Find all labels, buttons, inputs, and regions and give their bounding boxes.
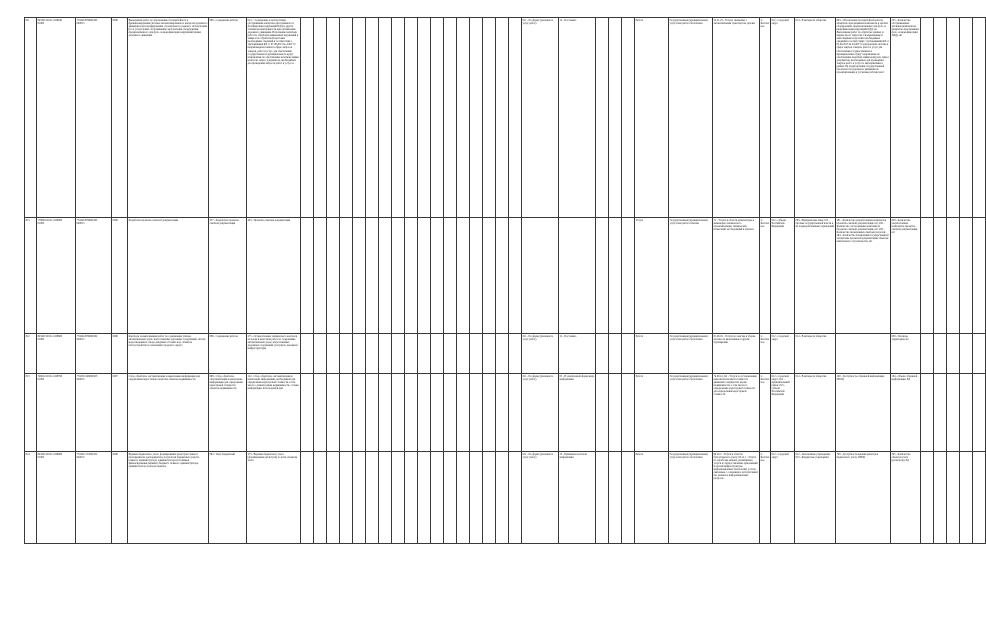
cell-text: 813 xyxy=(25,218,30,222)
table-cell[interactable] xyxy=(470,452,483,544)
table-cell[interactable] xyxy=(366,374,379,452)
table-cell[interactable] xyxy=(947,334,960,374)
cell-text: 7780001.Р.45.1.028060 01000 xyxy=(37,218,63,225)
table-cell[interactable] xyxy=(960,334,973,374)
table-cell[interactable] xyxy=(25,334,37,374)
table-cell[interactable] xyxy=(418,334,431,374)
table-cell[interactable] xyxy=(960,218,973,334)
table-cell[interactable] xyxy=(37,452,76,544)
table-cell[interactable] xyxy=(247,452,301,544)
cell-text: 064 - Тыла бюджетный xyxy=(209,452,235,456)
cell-text: 683 - Обеспечение бесперебойной работы аппаратно-программных комплексов и прочих оборудования, предназначенных для фото- и видеофиксации нарушений ПДД, на Выполнение работ по обработке данных и выдаче их по запросам. Своевременные и качественные подготовка необходимых сведений в соответствии с требованиями ФЗ от 05.04.2013 № 44-ФЗ "О контрактной системе в сфере закупок товаров, работ и услуг для обеспечения государственных и муниципальных нужд" направление по обеспечению печатной заявки контроля, запрос документов, необходимых для проведения закупок работ и услуг по мероприятиям в рамках Пр подразделения государственной безопасности дорожного движения по проектированию и установке рабочих мест xyxy=(836,18,890,75)
table-cell[interactable] xyxy=(353,18,366,218)
table-cell[interactable] xyxy=(559,18,596,218)
table-cell[interactable] xyxy=(392,452,405,544)
table-cell[interactable] xyxy=(128,374,209,452)
cell-text: 012 - городской округ xyxy=(771,452,789,459)
table-cell[interactable] xyxy=(112,374,128,452)
table-cell[interactable] xyxy=(795,218,836,334)
table-cell[interactable] xyxy=(314,18,327,218)
table-cell[interactable] xyxy=(25,374,37,452)
table-cell[interactable] xyxy=(760,218,771,334)
table-cell[interactable] xyxy=(25,18,37,218)
table-cell[interactable] xyxy=(444,374,457,452)
table-cell[interactable] xyxy=(112,18,128,218)
table-cell[interactable] xyxy=(379,218,392,334)
table-cell[interactable] xyxy=(509,452,522,544)
table-cell[interactable] xyxy=(457,218,470,334)
cell-text: 2 - Бесплатное xyxy=(760,334,770,344)
table-cell[interactable] xyxy=(496,18,509,218)
cell-text: 281 - Количество разработанных комплектов проектно-сметной документации, шт; 282 - Количество согласованных комплектов проектно-сметной документации, шт; 283 - Количество проверенных сметных расчетов; 284 - Количество заключений государственной экспертизы проектной документации объектов капитального строительства, шт xyxy=(836,218,889,244)
table-cell[interactable] xyxy=(609,218,622,334)
table-cell[interactable] xyxy=(635,218,669,334)
table-cell[interactable] xyxy=(891,334,921,374)
table-cell[interactable] xyxy=(405,18,418,218)
cell-text: 2 - Бесплатное xyxy=(760,218,770,228)
table-cell[interactable] xyxy=(771,218,795,334)
cell-text: 03 - В электронной форме виде информации xyxy=(559,374,595,381)
table-cell[interactable] xyxy=(76,18,112,218)
table-cell[interactable] xyxy=(405,334,418,374)
cell-text: 814 xyxy=(25,452,30,456)
cell-text: 0286 xyxy=(112,452,118,456)
cell-text: Работа xyxy=(635,18,644,22)
cell-text: 373 - Ведение бюджетного учета (формирование регистров) по всем объектам учета xyxy=(247,452,298,462)
table-cell[interactable] xyxy=(379,374,392,452)
table-cell[interactable] xyxy=(596,18,609,218)
table-cell[interactable] xyxy=(76,452,112,544)
table-cell[interactable] xyxy=(973,374,986,452)
cell-text: 628 - Количество разработанных комплектов проектно-сметной документации, шт xyxy=(891,218,918,234)
table-cell[interactable] xyxy=(934,374,947,452)
table-cell[interactable] xyxy=(596,334,609,374)
table-cell[interactable] xyxy=(37,18,76,218)
table-cell[interactable] xyxy=(891,452,921,544)
table-cell[interactable] xyxy=(444,18,457,218)
table-cell[interactable] xyxy=(379,18,392,218)
table-cell[interactable] xyxy=(596,452,609,544)
table-cell[interactable] xyxy=(76,218,112,334)
table-cell[interactable] xyxy=(522,334,559,374)
table-cell[interactable] xyxy=(112,334,128,374)
table-cell[interactable] xyxy=(669,18,713,218)
table-cell[interactable] xyxy=(37,334,76,374)
table-cell[interactable] xyxy=(713,374,760,452)
table-cell[interactable] xyxy=(209,452,247,544)
table-cell[interactable] xyxy=(392,18,405,218)
cell-text: 7702412036000102 040015 xyxy=(76,334,98,341)
cell-text: Работа xyxy=(635,374,644,378)
table-cell[interactable] xyxy=(934,218,947,334)
cell-text: Контроль за выполнением работ по содержанию улично-автомобильных дорог, искусственных дорожных сооружений, систем водоотведения и отвода дождевых сточных вод, объектов благоустройства и озеленения городского округа xyxy=(128,334,206,347)
cell-text: 638 - Площадь территории, м2 xyxy=(891,334,909,341)
cell-text: Работа xyxy=(635,334,644,338)
table-cell[interactable] xyxy=(112,452,128,544)
cell-text: 012 - субъект Российской Федерации xyxy=(771,218,787,228)
table-cell[interactable] xyxy=(314,334,327,374)
table-cell[interactable] xyxy=(301,18,314,218)
table-cell[interactable] xyxy=(340,374,353,452)
table-cell[interactable] xyxy=(622,374,635,452)
table-cell[interactable] xyxy=(973,452,986,544)
table-cell[interactable] xyxy=(470,18,483,218)
cell-text: Государственная (муниципальная) услуга или работа бесплатная xyxy=(669,334,708,341)
cell-text: 81.29.19 - Услуги по очистке и уборке прочие, не включенные в другие группировки xyxy=(713,334,756,344)
cell-text: 012 - городской округ xyxy=(771,334,789,341)
table-cell[interactable] xyxy=(947,452,960,544)
cell-text: 098 - Сбор, обработка, систематизация и накопление информации для определения кадастровой стоимости объектов недвижимости xyxy=(209,374,243,390)
table-cell[interactable] xyxy=(760,374,771,452)
table-cell[interactable] xyxy=(635,18,669,218)
table-cell[interactable] xyxy=(771,18,795,218)
table-cell[interactable] xyxy=(795,18,836,218)
cell-text: 555 - Количество обслуживаемых датчиков (комплексов, аппаратно-программных фото- и видеофиксации ПДД), шт xyxy=(891,18,919,38)
cell-text: Государственная (муниципальная) услуга или работа бесплатная xyxy=(669,374,708,381)
table-cell[interactable] xyxy=(327,218,340,334)
table-cell[interactable] xyxy=(366,218,379,334)
table-cell[interactable] xyxy=(622,334,635,374)
table-cell[interactable] xyxy=(301,218,314,334)
table-cell[interactable] xyxy=(635,334,669,374)
cell-text: 811 xyxy=(25,18,30,22)
table-cell[interactable] xyxy=(327,18,340,218)
cell-text: 23 - Бумажные носители информации xyxy=(559,452,587,459)
cell-text: 2 - Бесплатное xyxy=(760,374,770,384)
cell-text: 8452013.Р.45.1.028660 01000 xyxy=(37,334,63,341)
table-row xyxy=(25,334,986,374)
table-cell[interactable] xyxy=(669,452,713,544)
cell-text: 0287 xyxy=(112,374,118,378)
cell-text: 0286 xyxy=(112,334,118,338)
table-cell[interactable] xyxy=(760,452,771,544)
table-cell[interactable] xyxy=(960,374,973,452)
cell-text: 403 - Проектно-сметная документация xyxy=(247,218,291,222)
cell-text: 194 - Объем собранной информации, ЕД xyxy=(891,374,918,381)
table-cell[interactable] xyxy=(483,334,496,374)
table-cell[interactable] xyxy=(112,218,128,334)
table-cell[interactable] xyxy=(609,18,622,218)
table-cell[interactable] xyxy=(960,18,973,218)
table-cell[interactable] xyxy=(128,334,209,374)
table-cell[interactable] xyxy=(340,452,353,544)
table-cell[interactable] xyxy=(934,452,947,544)
cell-text: 798 - Доступность ведения регистров бюджетного учета, ПРОЦ xyxy=(836,452,879,459)
table-cell[interactable] xyxy=(392,218,405,334)
cell-text: 325 - Количество объектов учета (регистров), ЕД xyxy=(891,452,911,462)
table-cell[interactable] xyxy=(353,374,366,452)
table-cell[interactable] xyxy=(379,452,392,544)
cell-text: 089 - Содержание работы xyxy=(209,334,238,338)
table-cell[interactable] xyxy=(431,452,444,544)
services-registry-table xyxy=(24,17,986,544)
table-cell[interactable] xyxy=(622,218,635,334)
table-cell[interactable] xyxy=(960,452,973,544)
table-cell[interactable] xyxy=(457,18,470,218)
table-cell[interactable] xyxy=(209,334,247,374)
table-cell[interactable] xyxy=(891,374,921,452)
table-cell[interactable] xyxy=(669,334,713,374)
table-cell[interactable] xyxy=(314,452,327,544)
table-cell[interactable] xyxy=(483,218,496,334)
table-cell[interactable] xyxy=(379,334,392,374)
cell-text: 74.90.12.122 - Услуги по установлению рыночной или иной стоимости движимого имущества, кроме недвижимости, а том числе по определению кадастровой стоимости для определения кадастровой стоимости xyxy=(713,374,757,397)
table-cell[interactable] xyxy=(25,452,37,544)
table-cell[interactable] xyxy=(509,334,522,374)
cell-text: 71 - Услуги в области архитектуры и инженерно-технического проектирования, технических испытаний, исследований и анализа xyxy=(713,218,755,231)
table-cell[interactable] xyxy=(405,452,418,544)
table-cell[interactable] xyxy=(559,374,596,452)
table-cell[interactable] xyxy=(366,334,379,374)
table-row xyxy=(25,374,986,452)
table-cell[interactable] xyxy=(353,334,366,374)
table-cell[interactable] xyxy=(431,218,444,334)
table-cell[interactable] xyxy=(713,18,760,218)
table-row xyxy=(25,452,986,544)
table-cell[interactable] xyxy=(209,18,247,218)
cell-text: 7702412036000102 040015 xyxy=(76,18,98,25)
table-cell[interactable] xyxy=(596,218,609,334)
table-cell[interactable] xyxy=(921,334,934,374)
cell-text: 057 - Разработка проектно-сметной документации xyxy=(209,218,240,225)
table-cell[interactable] xyxy=(392,374,405,452)
table-cell[interactable] xyxy=(522,452,559,544)
table-cell[interactable] xyxy=(713,452,760,544)
table-cell[interactable] xyxy=(635,374,669,452)
table-cell[interactable] xyxy=(247,374,301,452)
table-cell[interactable] xyxy=(522,374,559,452)
cell-text: Государственная (муниципальная) услуга или работа бесплатная xyxy=(669,452,708,459)
spreadsheet-sheet xyxy=(24,17,919,544)
table-cell[interactable] xyxy=(496,334,509,374)
table-cell[interactable] xyxy=(76,374,112,452)
table-cell[interactable] xyxy=(609,334,622,374)
table-cell[interactable] xyxy=(836,374,891,452)
table-cell[interactable] xyxy=(314,218,327,334)
table-cell[interactable] xyxy=(713,218,760,334)
table-cell[interactable] xyxy=(209,374,247,452)
cell-text: 014 - "Содержание и эксплуатация обслуживание аппаратно-программного и фотофиксации нарушений ПДД и других элементов неисправности при организации дорожного движения. Исполнение печатных работ по обработке выявленных нарушений в заявке и по обработке Подготовка необходимых сведений и соответствия с требованиями ФЗ от 07.08.2013 № 4-ФЗ "О неправомерной записи в сфере запросов товаров, работ и услуг, для обеспечения государственного муниципального нужд" направление по обеспечению печатной заявки контроля, запрос документов, необходимых для проведения запросов работ и услуг по xyxy=(247,18,299,65)
cell-text: 8452013.Р.45.1.028960 01000 xyxy=(37,452,63,459)
table-cell[interactable] xyxy=(37,218,76,334)
table-cell[interactable] xyxy=(609,452,622,544)
table-cell[interactable] xyxy=(340,334,353,374)
table-cell[interactable] xyxy=(457,452,470,544)
table-cell[interactable] xyxy=(392,334,405,374)
cell-text: 011 - По форме (указанного услуг работ) xyxy=(522,374,554,381)
cell-text: 012 - городской округ xyxy=(771,18,789,25)
cell-text: 275 - Осуществление технического контроля за ходом и качеством работ по содержанию автомобильных дорог, искусственных дорожных сооружений, тротуаров, дорожной инфраструктуры xyxy=(247,334,298,350)
cell-text: 7702511226000103 040015 xyxy=(76,374,98,381)
table-cell[interactable] xyxy=(37,374,76,452)
cell-text: 7702412036000102 040015 xyxy=(76,218,98,225)
cell-text: Выполнение работ по обеспечению бесперебойного и функционирования системы автоматизированного контроля дорожного движения и фотографирования, строительного, ремонта, эксплуатации (в т.ч.) подготовки, обслуживанию эксплуатации оборудования, предназначенного для фото- и видеофиксации нарушений правил дорожного движения xyxy=(128,18,208,38)
table-cell[interactable] xyxy=(327,374,340,452)
table-row xyxy=(25,218,986,334)
cell-text: 014 - В интересах общества xyxy=(795,374,827,378)
table-cell[interactable] xyxy=(470,334,483,374)
cell-text: Работа xyxy=(635,452,644,456)
table-cell[interactable] xyxy=(836,18,891,218)
cell-text: Ведение бюджетного учета, формирование регистров главного распорядителя, распорядителя, получателя бюджетных средств, главного администратора, администратора источников финансирования дефицита бюджета, главного администратора, администратора доходов бюджета xyxy=(128,452,200,468)
table-cell[interactable] xyxy=(483,374,496,452)
cell-text: 8452013.Р.45.1.028640 01000 xyxy=(37,18,63,25)
cell-text: 014 - В интересах общества xyxy=(795,334,827,338)
cell-text: 7702411715000102 040012 xyxy=(76,452,98,459)
cell-text: 190 - Доступность собранной информации, ПРОЦ xyxy=(836,374,885,381)
table-cell[interactable] xyxy=(947,218,960,334)
table-cell[interactable] xyxy=(509,218,522,334)
table-cell[interactable] xyxy=(25,218,37,334)
table-cell[interactable] xyxy=(431,334,444,374)
cell-text: 011 - По форме (указанного услуг работ) xyxy=(522,18,554,25)
table-cell[interactable] xyxy=(366,452,379,544)
table-cell[interactable] xyxy=(973,18,986,218)
table-cell[interactable] xyxy=(470,374,483,452)
table-cell[interactable] xyxy=(947,18,960,218)
table-cell[interactable] xyxy=(405,218,418,334)
cell-text: 69.20.2 - Услуги в области бухгалтерского учета; 63.11.1 - Услуги по обработке данных, размещению, услуги по предоставлению приложений и прочей инфраструктуры информационных технологий; услуги, связанные с созданием и эксплуатацией баз данных и информационных ресурсов xyxy=(713,452,758,481)
table-cell[interactable] xyxy=(418,452,431,544)
table-cell[interactable] xyxy=(669,218,713,334)
table-cell[interactable] xyxy=(559,334,596,374)
table-cell[interactable] xyxy=(921,374,934,452)
table-cell[interactable] xyxy=(635,452,669,544)
table-cell[interactable] xyxy=(921,18,934,218)
table-cell[interactable] xyxy=(771,374,795,452)
table-cell[interactable] xyxy=(559,452,596,544)
table-cell[interactable] xyxy=(405,374,418,452)
table-cell[interactable] xyxy=(771,452,795,544)
table-cell[interactable] xyxy=(973,218,986,334)
table-cell[interactable] xyxy=(496,452,509,544)
table-cell[interactable] xyxy=(771,334,795,374)
table-cell[interactable] xyxy=(622,452,635,544)
table-row xyxy=(25,18,986,218)
table-cell[interactable] xyxy=(444,452,457,544)
table-cell[interactable] xyxy=(314,374,327,452)
table-cell[interactable] xyxy=(973,334,986,374)
table-cell[interactable] xyxy=(836,218,891,334)
cell-text: 2 - Бесплатное xyxy=(760,18,770,28)
table-cell[interactable] xyxy=(340,218,353,334)
cell-text: 012 - городской округ; 021 - муниципальный район; 013 - субъект Российской Федерации xyxy=(771,374,790,397)
table-cell[interactable] xyxy=(128,18,209,218)
table-cell[interactable] xyxy=(760,18,771,218)
table-cell[interactable] xyxy=(247,334,301,374)
table-cell[interactable] xyxy=(301,374,314,452)
table-cell[interactable] xyxy=(457,374,470,452)
table-cell[interactable] xyxy=(496,218,509,334)
table-cell[interactable] xyxy=(934,334,947,374)
cell-text: 011 - По форме (указанного услуг работ) xyxy=(522,334,554,341)
cell-text: 813 xyxy=(25,374,30,378)
table-cell[interactable] xyxy=(76,334,112,374)
table-cell[interactable] xyxy=(609,374,622,452)
table-cell[interactable] xyxy=(418,218,431,334)
table-cell[interactable] xyxy=(522,18,559,218)
cell-text: 0280 xyxy=(112,218,118,222)
cell-text: 014 - В интересах общества xyxy=(795,18,827,22)
table-cell[interactable] xyxy=(353,452,366,544)
table-cell[interactable] xyxy=(128,218,209,334)
cell-text: 12 - Постоянно xyxy=(559,334,577,338)
table-cell[interactable] xyxy=(444,218,457,334)
table-cell[interactable] xyxy=(596,374,609,452)
table-cell[interactable] xyxy=(622,18,635,218)
table-cell[interactable] xyxy=(327,334,340,374)
table-cell[interactable] xyxy=(340,18,353,218)
table-cell[interactable] xyxy=(509,374,522,452)
table-cell[interactable] xyxy=(669,374,713,452)
table-cell[interactable] xyxy=(483,18,496,218)
table-cell[interactable] xyxy=(934,18,947,218)
table-cell[interactable] xyxy=(128,452,209,544)
cell-text: 0286 xyxy=(112,18,118,22)
table-cell[interactable] xyxy=(366,18,379,218)
cell-text: 12 - Постоянно xyxy=(559,18,577,22)
table-cell[interactable] xyxy=(891,218,921,334)
table-cell[interactable] xyxy=(713,334,760,374)
cell-text: 7480121.Р.45.1.028760 01000 xyxy=(37,374,63,381)
table-cell[interactable] xyxy=(301,452,314,544)
cell-text: 004 - Юридические лица; 011 - Органы государственной власти и их подведомственных учреждений xyxy=(795,218,834,228)
cell-text: Сбор, обработка, систематизация и накопление информации для определения недостатков отечества объектов недвижимости xyxy=(128,374,200,381)
cell-text: Разработка проектно-сметной документации xyxy=(128,218,179,222)
cell-text: Услуга xyxy=(635,218,644,222)
cell-text: 122 - Сбор, обработка, систематизация и накопление информации, необходимой для определения кадастровой стоимости, в том числе о данных рынка недвижимости, а также информации, используемой при xyxy=(247,374,299,390)
table-cell[interactable] xyxy=(301,334,314,374)
table-cell[interactable] xyxy=(353,218,366,334)
table-cell[interactable] xyxy=(418,18,431,218)
cell-text: Государственная (муниципальная) услуга или работа бесплатная xyxy=(669,18,708,25)
table-cell[interactable] xyxy=(559,218,596,334)
table-cell[interactable] xyxy=(327,452,340,544)
table-cell[interactable] xyxy=(431,18,444,218)
table-cell[interactable] xyxy=(209,218,247,334)
cell-text: 52.21.23 - Услуги, связанные с автомобильным транспортом, прочие xyxy=(713,18,755,25)
table-cell[interactable] xyxy=(947,374,960,452)
table-cell[interactable] xyxy=(921,452,934,544)
cell-text: Государственная (муниципальная) услуга или работа платная xyxy=(669,218,708,225)
table-cell[interactable] xyxy=(891,18,921,218)
table-cell[interactable] xyxy=(509,18,522,218)
table-cell[interactable] xyxy=(431,374,444,452)
cell-text: 012 - Автономные учреждения; 013 - Бюджетные учреждения xyxy=(795,452,831,459)
cell-text: 2 - Бесплатное xyxy=(760,452,770,462)
cell-text: 812 xyxy=(25,334,30,338)
table-cell[interactable] xyxy=(760,334,771,374)
table-cell[interactable] xyxy=(418,374,431,452)
table-cell[interactable] xyxy=(444,334,457,374)
table-cell[interactable] xyxy=(795,374,836,452)
table-cell[interactable] xyxy=(836,452,891,544)
table-cell[interactable] xyxy=(921,218,934,334)
table-cell[interactable] xyxy=(836,334,891,374)
cell-text: 011 - По форме (указанного услуг работ) xyxy=(522,452,554,459)
table-cell[interactable] xyxy=(470,218,483,334)
table-cell[interactable] xyxy=(457,334,470,374)
table-cell[interactable] xyxy=(795,452,836,544)
table-cell[interactable] xyxy=(247,218,301,334)
cell-text: 089 - Содержание работы xyxy=(209,18,238,22)
table-cell[interactable] xyxy=(522,218,559,334)
table-cell[interactable] xyxy=(247,18,301,218)
table-cell[interactable] xyxy=(795,334,836,374)
table-cell[interactable] xyxy=(483,452,496,544)
table-cell[interactable] xyxy=(496,374,509,452)
